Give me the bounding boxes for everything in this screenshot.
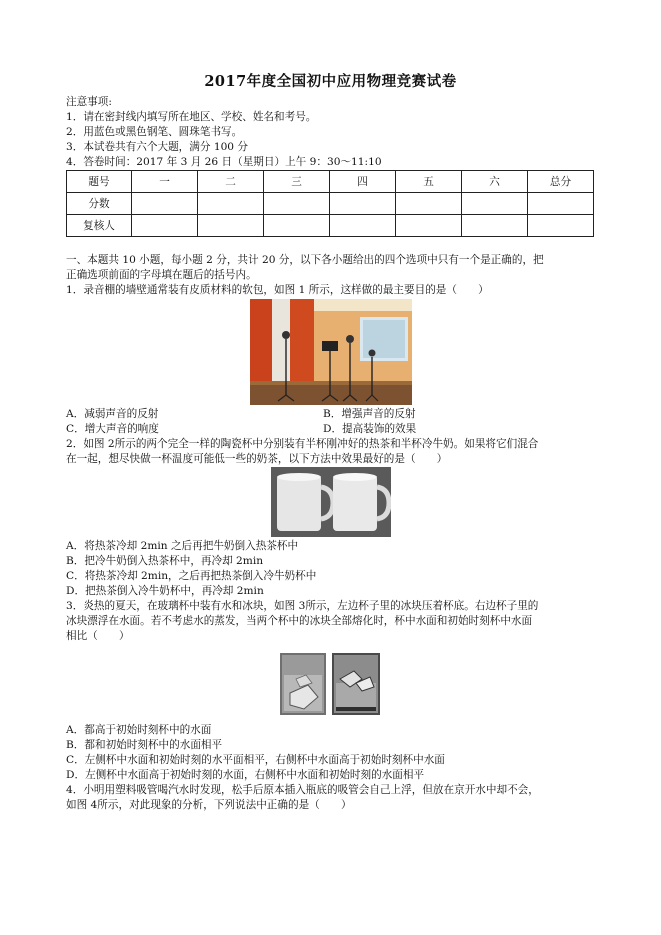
notice-item: 4．答卷时间：2017 年 3 月 26 日（星期日）上午 9：30～11:10 (66, 156, 382, 168)
question-2-option-a: A．将热茶冷却 2min 之后再把牛奶倒入热茶杯中 (66, 540, 299, 552)
question-1-option-b: B．增强声音的反射 (323, 408, 416, 420)
reviewer-cell[interactable] (396, 215, 462, 237)
reviewer-cell[interactable] (132, 215, 198, 237)
reviewer-cell[interactable] (264, 215, 330, 237)
reviewer-cell[interactable] (198, 215, 264, 237)
header-cell: 三 (264, 171, 330, 193)
reviewer-cell[interactable] (528, 215, 594, 237)
score-cell[interactable] (330, 193, 396, 215)
question-3-option-b: B．都和初始时刻杯中的水面相平 (66, 739, 223, 751)
question-3-option-c: C．左侧杯中水面和初始时刻的水平面相平，右侧杯中水面高于初始时刻杯中水面 (66, 754, 445, 766)
question-3-stem: 3．炎热的夏天，在玻璃杯中装有水和冰块，如图 3所示，左边杯子里的冰块压着杯底。右边杯子里的 (66, 600, 539, 612)
figure-1-recording-studio (250, 299, 412, 405)
question-2-stem: 2．如图 2所示的两个完全一样的陶瓷杯中分别装有半杯刚冲好的热茶和半杯冷牛奶。如果将它们混合 (66, 438, 539, 450)
score-table (66, 170, 594, 237)
question-4-stem: 如图 4所示，对此现象的分析，下列说法中正确的是（ ） (66, 799, 352, 811)
score-cell[interactable] (528, 193, 594, 215)
notice-item: 1．请在密封线内填写所在地区、学校、姓名和考号。 (66, 111, 317, 123)
section-intro: 正确选项前面的字母填在题后的括号内。 (66, 269, 257, 281)
question-3-option-a: A．都高于初始时刻杯中的水面 (66, 724, 212, 736)
figure-3-ice-glasses (278, 649, 382, 719)
question-1-option-a: A．减弱声音的反射 (66, 408, 159, 420)
two-ceramic-mugs-illustration (271, 467, 391, 537)
question-3-option-d: D．左侧杯中水面高于初始时刻的水面，右侧杯中水面和初始时刻的水面相平 (66, 769, 425, 781)
reviewer-cell[interactable] (462, 215, 528, 237)
score-cell[interactable] (264, 193, 330, 215)
score-cell[interactable] (132, 193, 198, 215)
reviewer-row (67, 215, 594, 237)
question-1-option-c: C．增大声音的响度 (66, 423, 159, 435)
score-cell[interactable] (396, 193, 462, 215)
exam-title: 2017年度全国初中应用物理竞赛试卷 (204, 73, 457, 90)
header-cell: 一 (132, 171, 198, 193)
question-2-stem: 在一起，想尽快做一杯温度可能低一些的奶茶，以下方法中效果最好的是（ ） (66, 453, 448, 465)
question-2-option-c: C．将热茶冷却 2min，之后再把热茶倒入冷牛奶杯中 (66, 570, 317, 582)
question-4-stem: 4．小明用塑料吸管喝汽水时发现，松手后原本插入瓶底的吸管会自己上浮，但放在京开水中却不会， (66, 784, 539, 796)
section-intro: 一、本题共 10 小题，每小题 2 分，共计 20 分，以下各小题给出的四个选项中只有一个是正确的，把 (66, 254, 544, 266)
figure-2-two-mugs (271, 467, 391, 537)
header-cell: 四 (330, 171, 396, 193)
question-2-option-d: D．把热茶倒入冷牛奶杯中，再冷却 2min (66, 585, 264, 597)
question-1-stem: 1．录音棚的墙壁通常装有皮质材料的软包，如图 1 所示，这样做的最主要目的是（ ） (66, 284, 489, 296)
score-row (67, 193, 594, 215)
header-cell: 五 (396, 171, 462, 193)
header-cell: 题号 (67, 171, 132, 193)
header-cell: 六 (462, 171, 528, 193)
header-cell: 二 (198, 171, 264, 193)
question-1-option-d: D．提高装饰的效果 (323, 423, 417, 435)
notice-item: 2．用蓝色或黑色钢笔、圆珠笔书写。 (66, 126, 243, 138)
score-cell[interactable] (462, 193, 528, 215)
ice-in-glasses-illustration (278, 649, 382, 719)
recording-studio-illustration (250, 299, 412, 405)
score-cell[interactable] (198, 193, 264, 215)
question-2-option-b: B．把冷牛奶倒入热茶杯中，再冷却 2min (66, 555, 264, 567)
reviewer-cell[interactable] (330, 215, 396, 237)
question-3-stem: 冰块漂浮在水面。若不考虑水的蒸发，当两个杯中的冰块全部熔化时，杯中水面和初始时刻杯中水面 (66, 615, 533, 627)
notice-heading: 注意事项: (66, 96, 112, 108)
notice-item: 3．本试卷共有六个大题，满分 100 分 (66, 141, 249, 153)
row-label: 分数 (67, 193, 132, 215)
header-cell: 总分 (528, 171, 594, 193)
score-table-header-row (67, 171, 594, 193)
row-label: 复核人 (67, 215, 132, 237)
question-3-stem: 相比（ ） (66, 630, 130, 642)
